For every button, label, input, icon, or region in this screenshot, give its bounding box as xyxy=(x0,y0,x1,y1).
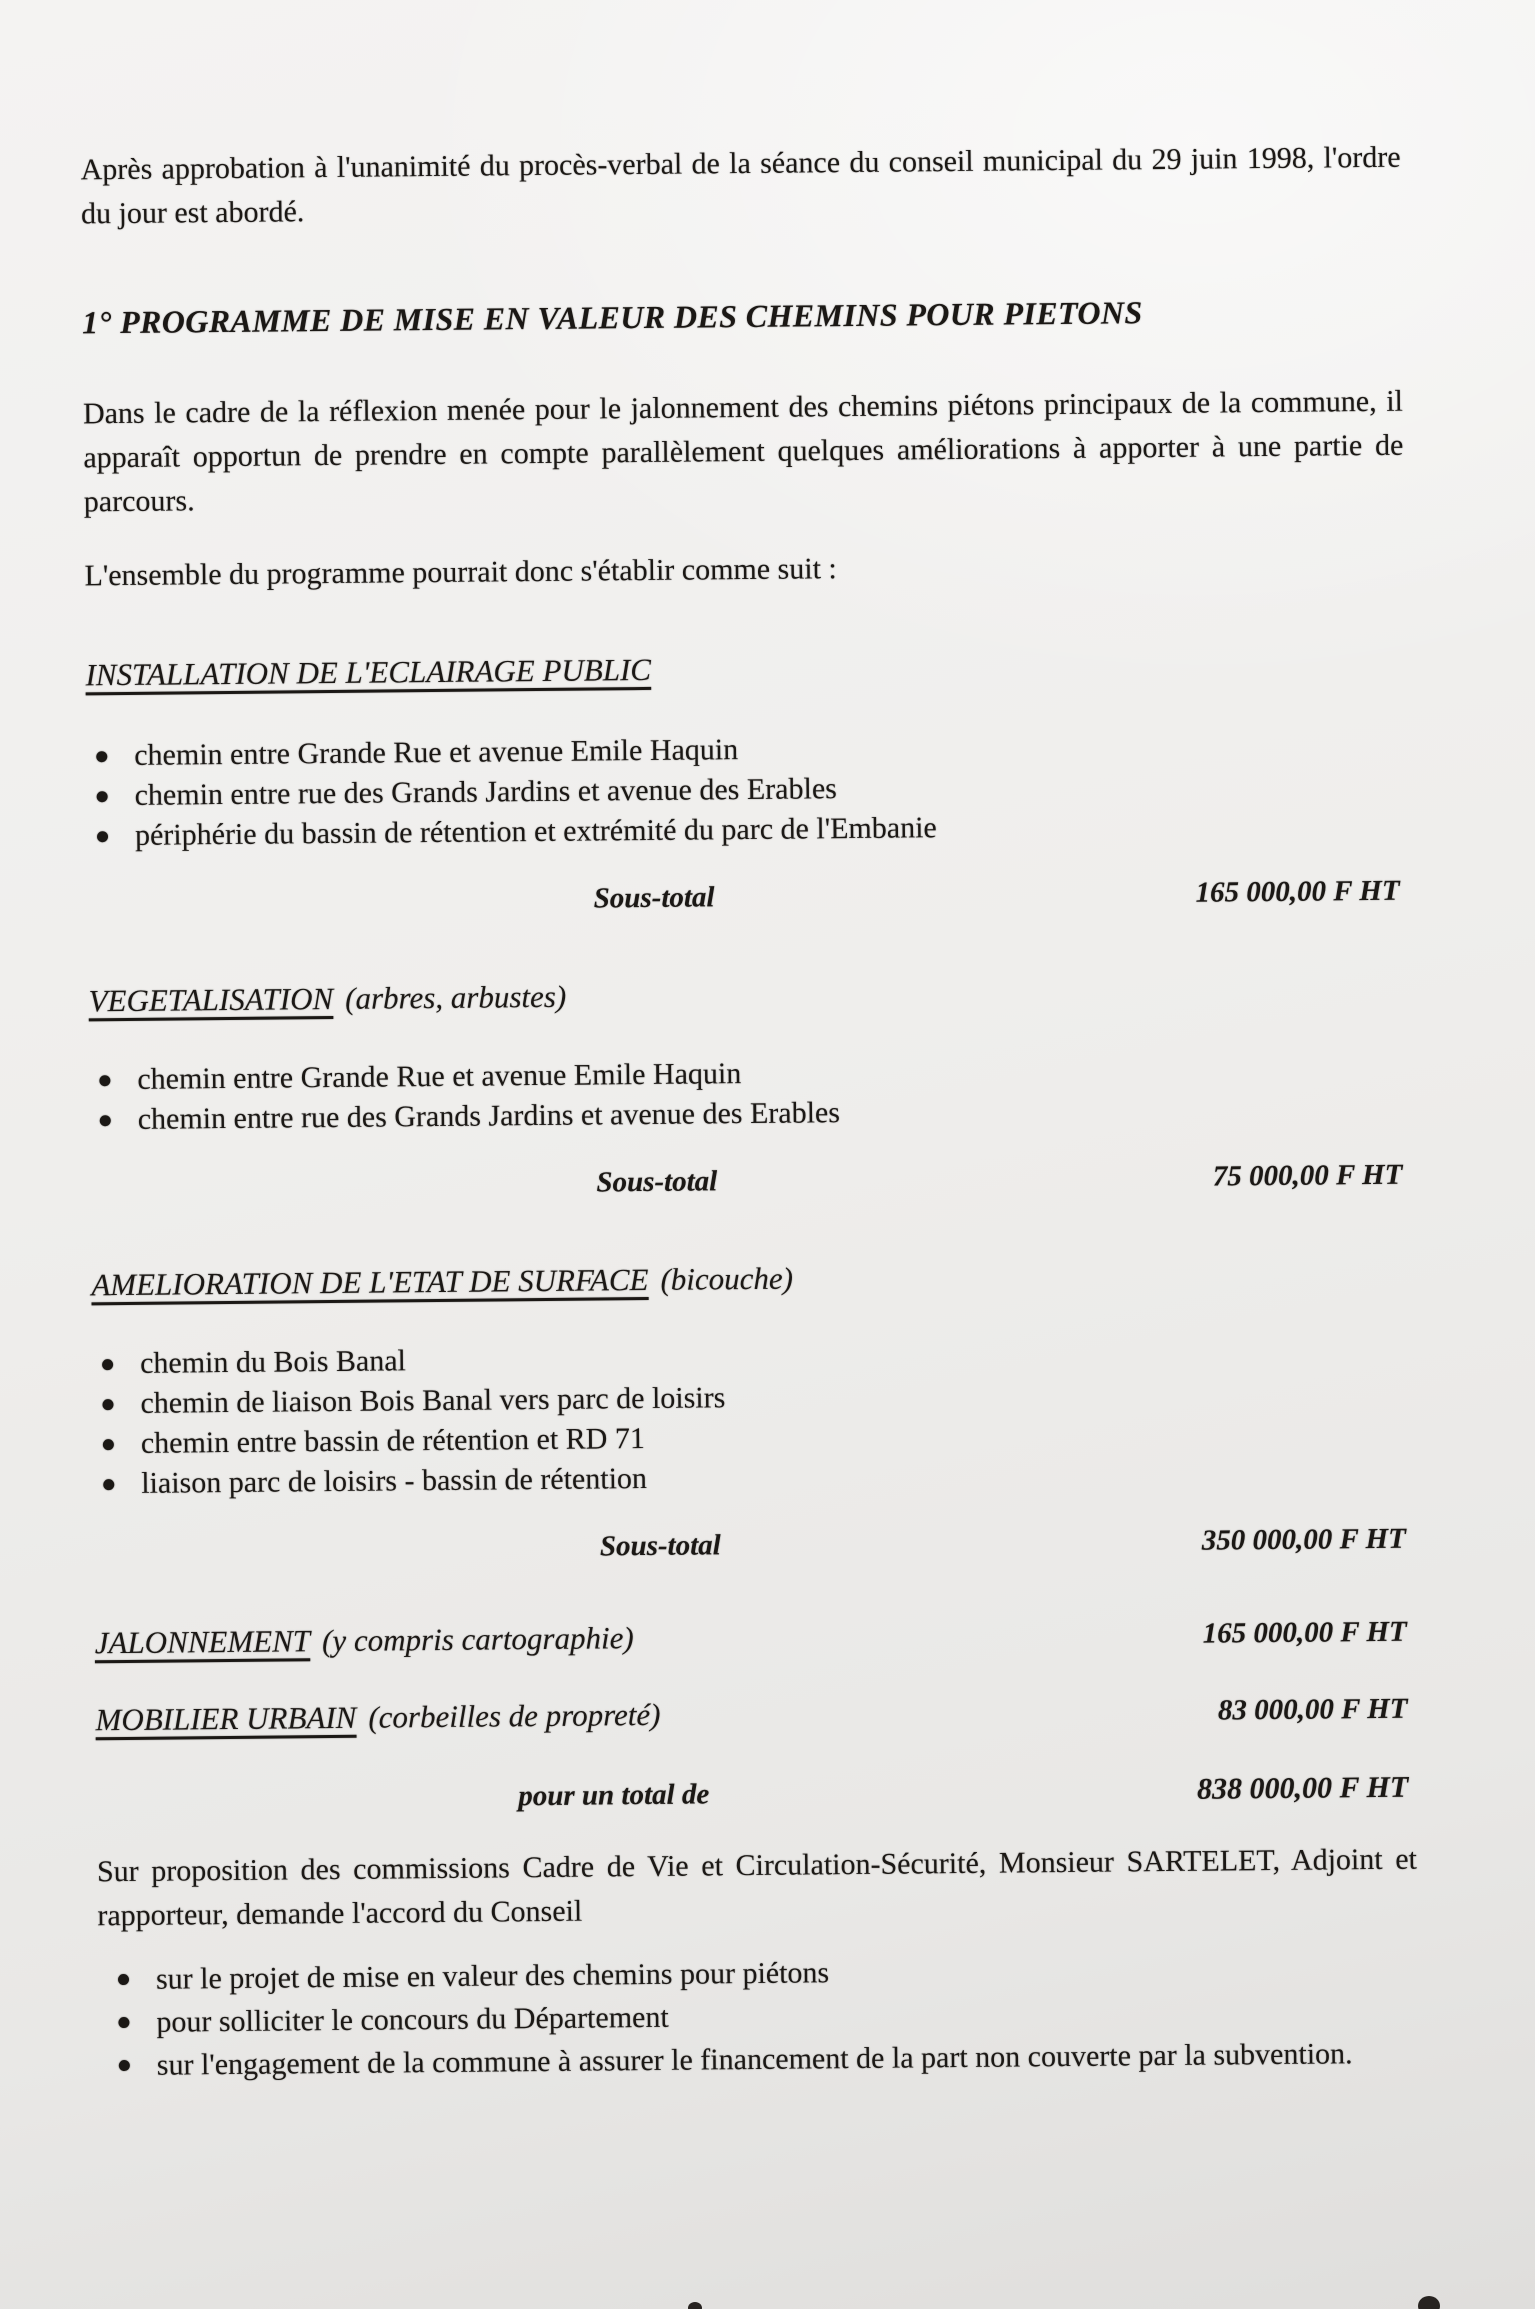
line-item-title: JALONNEMENT xyxy=(94,1623,311,1661)
subtotal-row xyxy=(94,1518,1414,1573)
section-title-vegetalisation xyxy=(88,968,1408,1023)
bullet-dot-icon xyxy=(102,1359,113,1370)
bullet-text: liaison parc de loisirs - bassin de rétention xyxy=(141,1462,648,1500)
section-title-text: VEGETALISATION xyxy=(88,980,334,1019)
page-number-partial-mark xyxy=(688,2302,702,2309)
bullet-text: chemin entre Grande Rue et avenue Emile Haquin xyxy=(134,733,739,772)
section-title-eclairage xyxy=(85,642,1405,697)
bullet-text: chemin du Bois Banal xyxy=(139,1344,407,1380)
bullet-text: sur l'engagement de la commune à assurer le financement de la part non couverte par la subvention. xyxy=(156,2037,1353,2082)
bullet-dot-icon xyxy=(102,1399,113,1410)
line-item-amount: 83 000,00 F HT xyxy=(1217,1692,1408,1727)
subtotal-label: Sous-total xyxy=(593,881,715,915)
bullet-text: périphérie du bassin de rétention et extrémité du parc de l'Embanie xyxy=(134,811,937,852)
line-item-title: MOBILIER URBAIN xyxy=(95,1699,357,1738)
total-label: pour un total de xyxy=(518,1778,710,1813)
bullet-text: chemin entre rue des Grands Jardins et avenue des Erables xyxy=(137,1096,841,1136)
bullet-text: chemin entre Grande Rue et avenue Emile Haquin xyxy=(137,1057,742,1096)
page-number-partial-mark xyxy=(1418,2296,1440,2309)
subtotal-row xyxy=(87,870,1407,925)
section-vegetalisation-bullet-list xyxy=(89,1048,1410,1141)
bullet-dot-icon xyxy=(118,1974,129,1985)
line-item-mobilier-urbain xyxy=(95,1687,1415,1743)
subtotal-label: Sous-total xyxy=(596,1165,718,1199)
closing-bullet-list xyxy=(98,1946,1419,2088)
total-row xyxy=(96,1766,1416,1823)
subtotal-label: Sous-total xyxy=(599,1529,721,1563)
section-title-note: (bicouche) xyxy=(660,1260,794,1297)
bullet-dot-icon xyxy=(119,2060,130,2071)
section-title-note: (arbres, arbustes) xyxy=(344,978,567,1016)
bullet-text: chemin entre rue des Grands Jardins et avenue des Erables xyxy=(134,772,838,812)
bullet-dot-icon xyxy=(97,791,108,802)
bullet-text: chemin de liaison Bois Banal vers parc de loisirs xyxy=(140,1381,726,1420)
bullet-dot-icon xyxy=(103,1439,114,1450)
total-amount: 838 000,00 F HT xyxy=(1196,1770,1409,1806)
line-item-note: (corbeilles de propreté) xyxy=(368,1696,661,1735)
subtotal-amount: 165 000,00 F HT xyxy=(1195,874,1400,909)
main-heading: 1° PROGRAMME DE MISE EN VALEUR DES CHEMINS POUR PIETONS xyxy=(81,294,1143,341)
closing-paragraph: Sur proposition des commissions Cadre de Vie et Circulation-Sécurité, Monsieur SARTELET, Adjoint et rapporteur, demande l'accord du Conseil xyxy=(96,1842,1418,1933)
subtotal-amount: 75 000,00 F HT xyxy=(1212,1158,1403,1193)
bullet-dot-icon xyxy=(96,751,107,762)
section-title-text: AMELIORATION DE L'ETAT DE SURFACE xyxy=(91,1261,649,1303)
context-paragraph: Dans le cadre de la réflexion menée pour le jalonnement des chemins piétons principaux de la commune, il apparaît opportun de prendre en compte parallèlement quelques améliorations à apporter à une partie de parcours. xyxy=(82,384,1404,519)
document-content xyxy=(80,136,1419,2088)
line-item-jalonnement xyxy=(95,1610,1415,1666)
section-title-text: INSTALLATION DE L'ECLAIRAGE PUBLIC xyxy=(85,651,652,693)
bullet-text: sur le projet de mise en valeur des chemins pour piétons xyxy=(155,1956,830,1996)
line-item-note: (y compris cartographie) xyxy=(321,1620,634,1659)
bullet-dot-icon xyxy=(97,831,108,842)
bullet-text: pour solliciter le concours du Département xyxy=(156,2000,669,2039)
subtotal-amount: 350 000,00 F HT xyxy=(1201,1522,1406,1557)
bullet-dot-icon xyxy=(99,1075,110,1086)
section-etat-de-surface-bullet-list xyxy=(92,1332,1413,1505)
lead-in-line: L'ensemble du programme pourrait donc s'établir comme suit : xyxy=(84,552,837,593)
bullet-text: chemin entre bassin de rétention et RD 71 xyxy=(140,1422,646,1460)
intro-paragraph: Après approbation à l'unanimité du procès-verbal de la séance du conseil municipal du 29 juin 1998, l'ordre du jour est abordé. xyxy=(80,140,1401,231)
bullet-dot-icon xyxy=(100,1115,111,1126)
bullet-dot-icon xyxy=(103,1479,114,1490)
bullet-dot-icon xyxy=(118,2017,129,2028)
section-title-etat-de-surface xyxy=(91,1252,1411,1307)
section-eclairage-bullet-list xyxy=(86,724,1407,857)
line-item-amount: 165 000,00 F HT xyxy=(1202,1615,1407,1650)
subtotal-row xyxy=(90,1154,1410,1209)
